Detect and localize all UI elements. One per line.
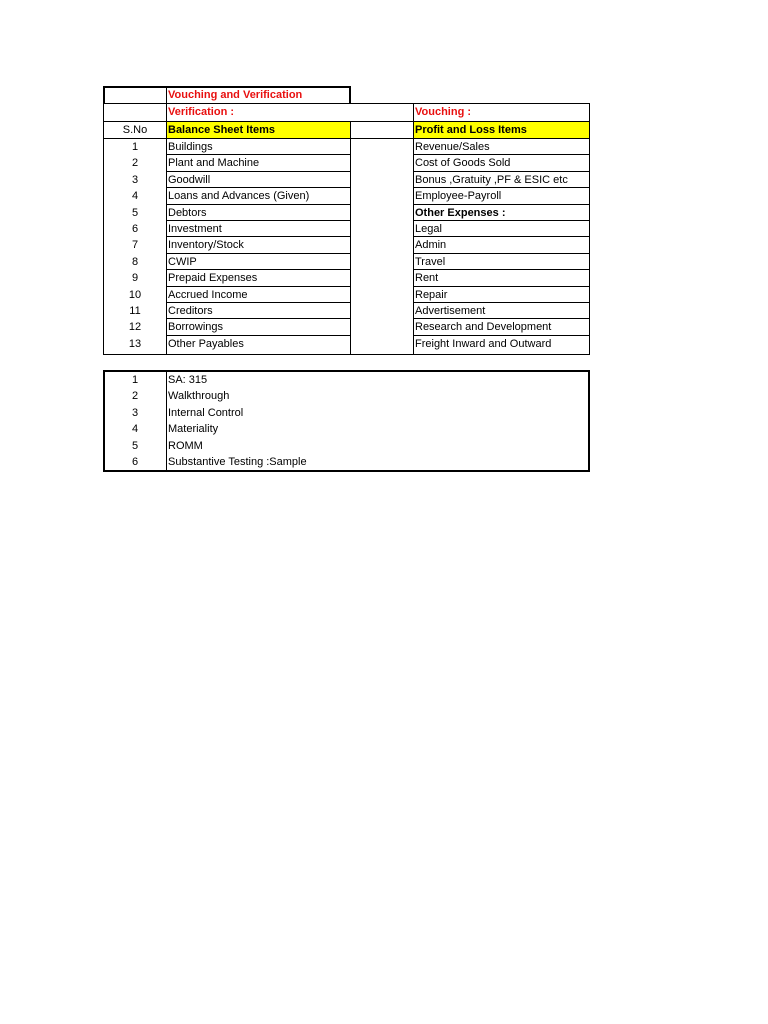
balance-sheet-header: Balance Sheet Items: [166, 122, 350, 138]
border: [413, 286, 589, 287]
table-row-sno: 3: [131, 174, 139, 186]
border: [413, 204, 589, 205]
table-row-sno: 2: [131, 157, 139, 169]
table-row-pl-item: Admin: [415, 239, 447, 251]
table-row-sno: 6: [131, 456, 139, 468]
table-row-sno: 8: [131, 256, 139, 268]
table-row-sno: 7: [131, 239, 139, 251]
border: [103, 470, 590, 472]
pl-items-header: Profit and Loss Items: [413, 122, 589, 138]
table-row-pl-item: Bonus ,Gratuity ,PF & ESIC etc: [415, 174, 568, 186]
table-row-sno: 6: [131, 223, 139, 235]
border: [413, 187, 589, 188]
border: [103, 86, 105, 104]
table-row-item: Materiality: [168, 423, 219, 435]
table-row-item: CWIP: [168, 256, 197, 268]
border: [103, 370, 105, 472]
border: [103, 370, 590, 372]
table-row-pl-item: Freight Inward and Outward: [415, 338, 552, 350]
border: [413, 236, 589, 237]
border: [350, 121, 351, 355]
border: [103, 86, 351, 88]
table-row-sno: 1: [131, 374, 139, 386]
table-row-pl-item: Legal: [415, 223, 442, 235]
table-row-sno: 3: [131, 407, 139, 419]
table-row-sno: 4: [131, 423, 139, 435]
table-row-item: SA: 315: [168, 374, 208, 386]
border: [413, 269, 589, 270]
table-row-item: Prepaid Expenses: [168, 272, 258, 284]
table-row-pl-item: Cost of Goods Sold: [415, 157, 511, 169]
table-row-sno: 5: [131, 440, 139, 452]
border: [166, 154, 350, 155]
table-row-item: Plant and Machine: [168, 157, 260, 169]
border: [166, 253, 350, 254]
border: [413, 318, 589, 319]
border: [166, 86, 167, 104]
vouching-label: Vouching :: [415, 106, 472, 118]
table-row-sno: 12: [128, 321, 142, 333]
border: [349, 86, 351, 104]
border: [413, 171, 589, 172]
border: [413, 154, 589, 155]
border: [413, 302, 589, 303]
table-row-pl-item: Other Expenses :: [415, 207, 506, 219]
border: [413, 253, 589, 254]
table-row-sno: 1: [131, 141, 139, 153]
table-row-sno: 9: [131, 272, 139, 284]
table-row-item: Debtors: [168, 207, 207, 219]
border: [166, 220, 350, 221]
table-row-pl-item: Rent: [415, 272, 439, 284]
table-row-item: Walkthrough: [168, 390, 230, 402]
table-row-sno: 4: [131, 190, 139, 202]
border: [166, 269, 350, 270]
table-row-item: Substantive Testing :Sample: [168, 456, 307, 468]
table-row-item: Creditors: [168, 305, 213, 317]
border: [588, 370, 590, 472]
border: [166, 318, 350, 319]
table-row-item: Investment: [168, 223, 222, 235]
border: [103, 138, 590, 139]
verification-label: Verification :: [168, 106, 235, 118]
table-row-item: Buildings: [168, 141, 213, 153]
border: [166, 236, 350, 237]
table-row-item: Borrowings: [168, 321, 224, 333]
border: [413, 220, 589, 221]
table-row-sno: 10: [128, 289, 142, 301]
table-row-item: ROMM: [168, 440, 203, 452]
table-row-sno: 13: [128, 338, 142, 350]
border: [413, 335, 589, 336]
table-row-sno: 2: [131, 390, 139, 402]
table-row-pl-item: Revenue/Sales: [415, 141, 490, 153]
table-row-sno: 5: [131, 207, 139, 219]
table-title: Vouching and Verification: [168, 89, 303, 101]
border: [103, 103, 104, 355]
table-row-pl-item: Advertisement: [415, 305, 486, 317]
border: [166, 204, 350, 205]
border: [166, 302, 350, 303]
border: [103, 354, 590, 355]
table-row-pl-item: Employee-Payroll: [415, 190, 502, 202]
border: [589, 103, 590, 355]
table-row-pl-item: Research and Development: [415, 321, 552, 333]
table-row-pl-item: Repair: [415, 289, 448, 301]
table-row-item: Loans and Advances (Given): [168, 190, 310, 202]
border: [103, 121, 590, 122]
table-row-sno: 11: [129, 305, 141, 317]
border: [166, 286, 350, 287]
table-row-item: Internal Control: [168, 407, 244, 419]
table-row-item: Accrued Income: [168, 289, 248, 301]
table-row-pl-item: Travel: [415, 256, 446, 268]
border: [166, 187, 350, 188]
sno-header: S.No: [122, 124, 148, 136]
table-row-item: Inventory/Stock: [168, 239, 244, 251]
table-row-item: Goodwill: [168, 174, 211, 186]
border: [166, 171, 350, 172]
border: [166, 370, 167, 472]
table-row-item: Other Payables: [168, 338, 244, 350]
border: [103, 103, 590, 104]
border: [166, 335, 350, 336]
